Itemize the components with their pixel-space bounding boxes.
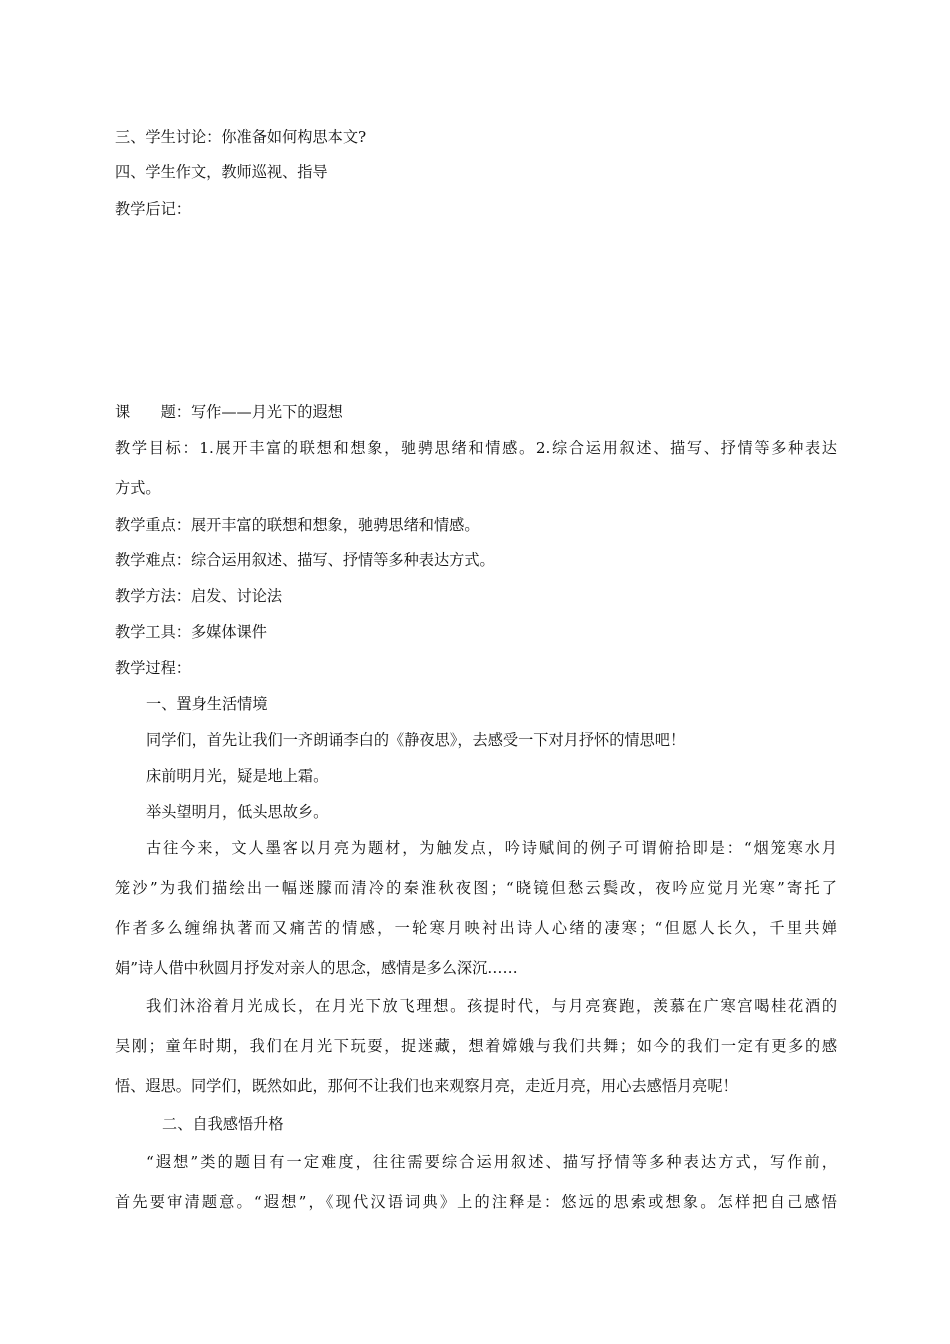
step1-intro: 同学们，首先让我们一齐朗诵李白的《静夜思》，去感受一下对月抒怀的情思吧！ xyxy=(146,731,686,749)
paragraph-2-line-2: 吴刚；童年时期，我们在月光下玩耍，捉迷藏，想着嫦娥与我们共舞；如今的我们一定有更多的感 xyxy=(115,1037,837,1055)
step2-heading: 二、自我感悟升格 xyxy=(162,1115,284,1133)
paragraph-1-line-2: 笼沙”为我们描绘出一幅迷朦而清冷的秦淮秋夜图；“晓镜但愁云鬓改，夜吟应觉月光寒”寄托了 xyxy=(115,879,837,897)
paragraph-3-line-2: 首先要审清题意。“遐想”，《现代汉语词典》上的注释是：悠远的思索或想象。怎样把自己感悟 xyxy=(115,1193,837,1211)
teaching-difficulty: 教学难点：综合运用叙述、描写、抒情等多种表达方式。 xyxy=(115,551,495,569)
teaching-process-label: 教学过程： xyxy=(115,659,191,677)
paragraph-1-line-3: 作者多么缠绵执著而又痛苦的情感，一轮寒月映衬出诗人心绪的凄寒；“但愿人长久，千里共婵 xyxy=(115,919,837,937)
paragraph-3-line-1: “遐想”类的题目有一定难度，往往需要综合运用叙述、描写抒情等多种表达方式，写作前， xyxy=(146,1153,837,1171)
discussion-line: 三、学生讨论：你准备如何构思本文? xyxy=(115,128,367,146)
poem-line-2: 举头望明月，低头思故乡。 xyxy=(146,803,329,821)
teaching-goal-line-2: 方式。 xyxy=(115,479,161,497)
lesson-title: 课 题：写作——月光下的遐想 xyxy=(115,403,343,421)
writing-line: 四、学生作文，教师巡视、指导 xyxy=(115,163,328,181)
paragraph-2-line-3: 悟、遐思。同学们，既然如此，那何不让我们也来观察月亮，走近月亮，用心去感悟月亮呢！ xyxy=(115,1077,738,1095)
teaching-goal-line-1: 教学目标：1.展开丰富的联想和想象，驰骋思绪和情感。2.综合运用叙述、描写、抒情等多种表达 xyxy=(115,439,837,457)
poem-line-1: 床前明月光，疑是地上霜。 xyxy=(146,767,329,785)
paragraph-1-line-1: 古往今来，文人墨客以月亮为题材，为触发点，吟诗赋间的例子可谓俯拾即是：“烟笼寒水月 xyxy=(146,839,837,857)
teaching-key-point: 教学重点：展开丰富的联想和想象，驰骋思绪和情感。 xyxy=(115,516,480,534)
paragraph-2-line-1: 我们沐浴着月光成长，在月光下放飞理想。孩提时代，与月亮赛跑，羡慕在广寒宫喝桂花酒的 xyxy=(146,997,837,1015)
paragraph-1-line-4: 娟”诗人借中秋圆月抒发对亲人的思念，感情是多么深沉…… xyxy=(115,959,518,977)
teaching-tools: 教学工具：多媒体课件 xyxy=(115,623,267,641)
postscript-label: 教学后记： xyxy=(115,200,191,218)
teaching-method: 教学方法：启发、讨论法 xyxy=(115,587,283,605)
step1-heading: 一、置身生活情境 xyxy=(146,695,268,713)
